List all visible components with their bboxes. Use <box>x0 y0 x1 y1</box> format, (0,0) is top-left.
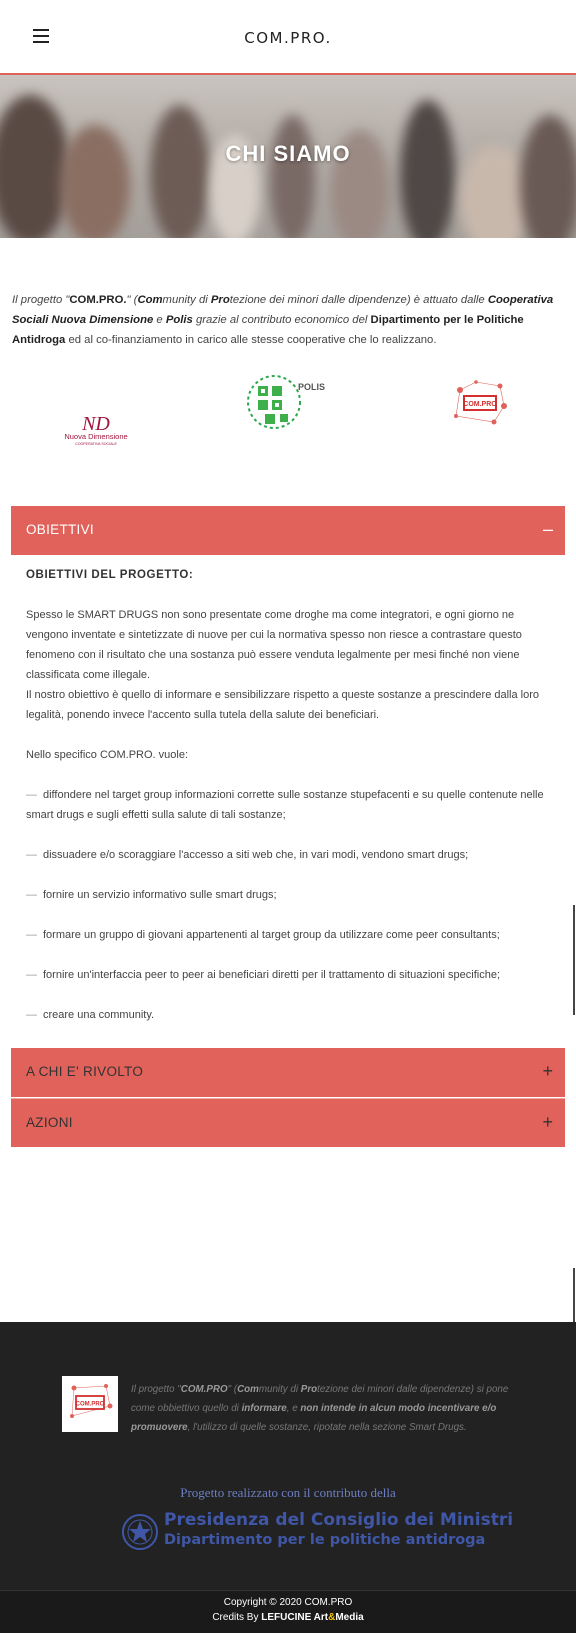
accordion-label: AZIONI <box>26 1115 73 1130</box>
paragraph: Spesso le SMART DRUGS non sono presentate come droghe ma come integratori, e ogni giorno ne vengono inventate e sintetizzate di nuove per cui la normativa spesso non riesce a contrastare questo fenomeno con il risultato che una sostanza può essere venduta legalmente per mesi finché non viene classificata come illegale. Il nostro obiettivo è quello di informare e sensibilizzare rispetto a queste sostanze a prescindere dalla loro legalità, ponendo invece l'accento sulla tutela della salute dei beneficiari. <box>26 609 540 721</box>
svg-text:COM.PRO: COM.PRO <box>463 401 497 408</box>
hero-banner <box>0 75 576 238</box>
list-item: — fornire un servizio informativo sulle smart drugs; <box>26 889 277 901</box>
list-item: — diffondere nel target group informazioni corrette sulle sostanze stupefacenti e su quelle contenute nelle smart drugs e sugli effetti sulla salute di tali sostanze; <box>26 789 544 821</box>
government-logo[interactable] <box>120 1508 514 1556</box>
svg-text:COM.PRO: COM.PRO <box>75 1401 105 1408</box>
expand-icon[interactable]: + <box>542 1112 553 1132</box>
compro-logo <box>446 376 514 432</box>
accordion-content-obiettivi <box>26 565 556 1045</box>
svg-text:COOPERATIVA SOCIALE: COOPERATIVA SOCIALE <box>75 442 117 446</box>
paragraph: Nello specifico COM.PRO. vuole: <box>26 749 188 761</box>
expand-icon[interactable]: + <box>542 1061 553 1081</box>
list-item: — fornire un'interfaccia peer to peer ai beneficiari diretti per il trattamento di situazioni specifiche; <box>26 969 500 981</box>
site-brand[interactable]: COM.PRO. <box>244 29 332 47</box>
accordion-obiettivi[interactable] <box>11 506 565 555</box>
republic-emblem-icon <box>120 1508 160 1556</box>
footer-description: Il progetto "COM.PRO" (Community di Protezione dei minori dalle dipendenze) si pone come obbiettivo quello di informare, e non intende in alcun modo incentivare e/o promuovere, l'utilizzo di quelle sostanze, ripotate nella sezione Smart Drugs. <box>131 1384 509 1433</box>
site-header <box>0 0 576 75</box>
accordion-label: A CHI E' RIVOLTO <box>26 1064 144 1079</box>
polis-logo <box>246 370 332 434</box>
svg-text:ND: ND <box>82 413 110 435</box>
accordion-rivolto[interactable] <box>11 1048 565 1097</box>
section-subtitle: OBIETTIVI DEL PROGETTO: <box>26 569 194 581</box>
accordion-azioni[interactable] <box>11 1098 565 1147</box>
list-item: — dissuadere e/o scoraggiare l'accesso a siti web che, in vari modi, vendono smart drugs; <box>26 849 469 861</box>
scrollbar-thumb[interactable] <box>573 905 575 1015</box>
list-item: — formare un gruppo di giovani appartenenti al target group da utilizzare come peer consultants; <box>26 929 500 941</box>
collapse-icon[interactable]: – <box>542 519 553 539</box>
scrollbar-thumb[interactable] <box>573 1268 575 1322</box>
intro-paragraph: Il progetto "COM.PRO." (Community di Protezione dei minori dalle dipendenze) è attuato dalle Cooperativa Sociali Nuova Dimensione e Polis grazie al contributo economico del Dipartimento per le Politiche Antidroga ed al co-finanziamento in carico alle stesse cooperative che lo realizzano. <box>12 294 554 346</box>
funding-credit: Progetto realizzato con il contributo della <box>180 1485 396 1500</box>
svg-text:POLIS: POLIS <box>298 382 326 392</box>
accordion-label: OBIETTIVI <box>26 522 94 537</box>
credits-link[interactable]: Credits By LEFUCINE Art&Media <box>212 1612 364 1623</box>
footer-compro-logo <box>62 1376 118 1432</box>
svg-text:Nuova Dimensione: Nuova Dimensione <box>64 432 128 441</box>
gov-subtitle: Dipartimento per le politiche antidroga <box>164 1532 486 1548</box>
gov-title: Presidenza del Consiglio dei Ministri <box>164 1510 514 1530</box>
nuova-dimensione-logo <box>60 410 132 446</box>
copyright: Copyright © 2020 COM.PRO <box>223 1597 353 1608</box>
list-item: — creare una community. <box>26 1009 155 1021</box>
page-title: CHI SIAMO <box>225 141 351 166</box>
